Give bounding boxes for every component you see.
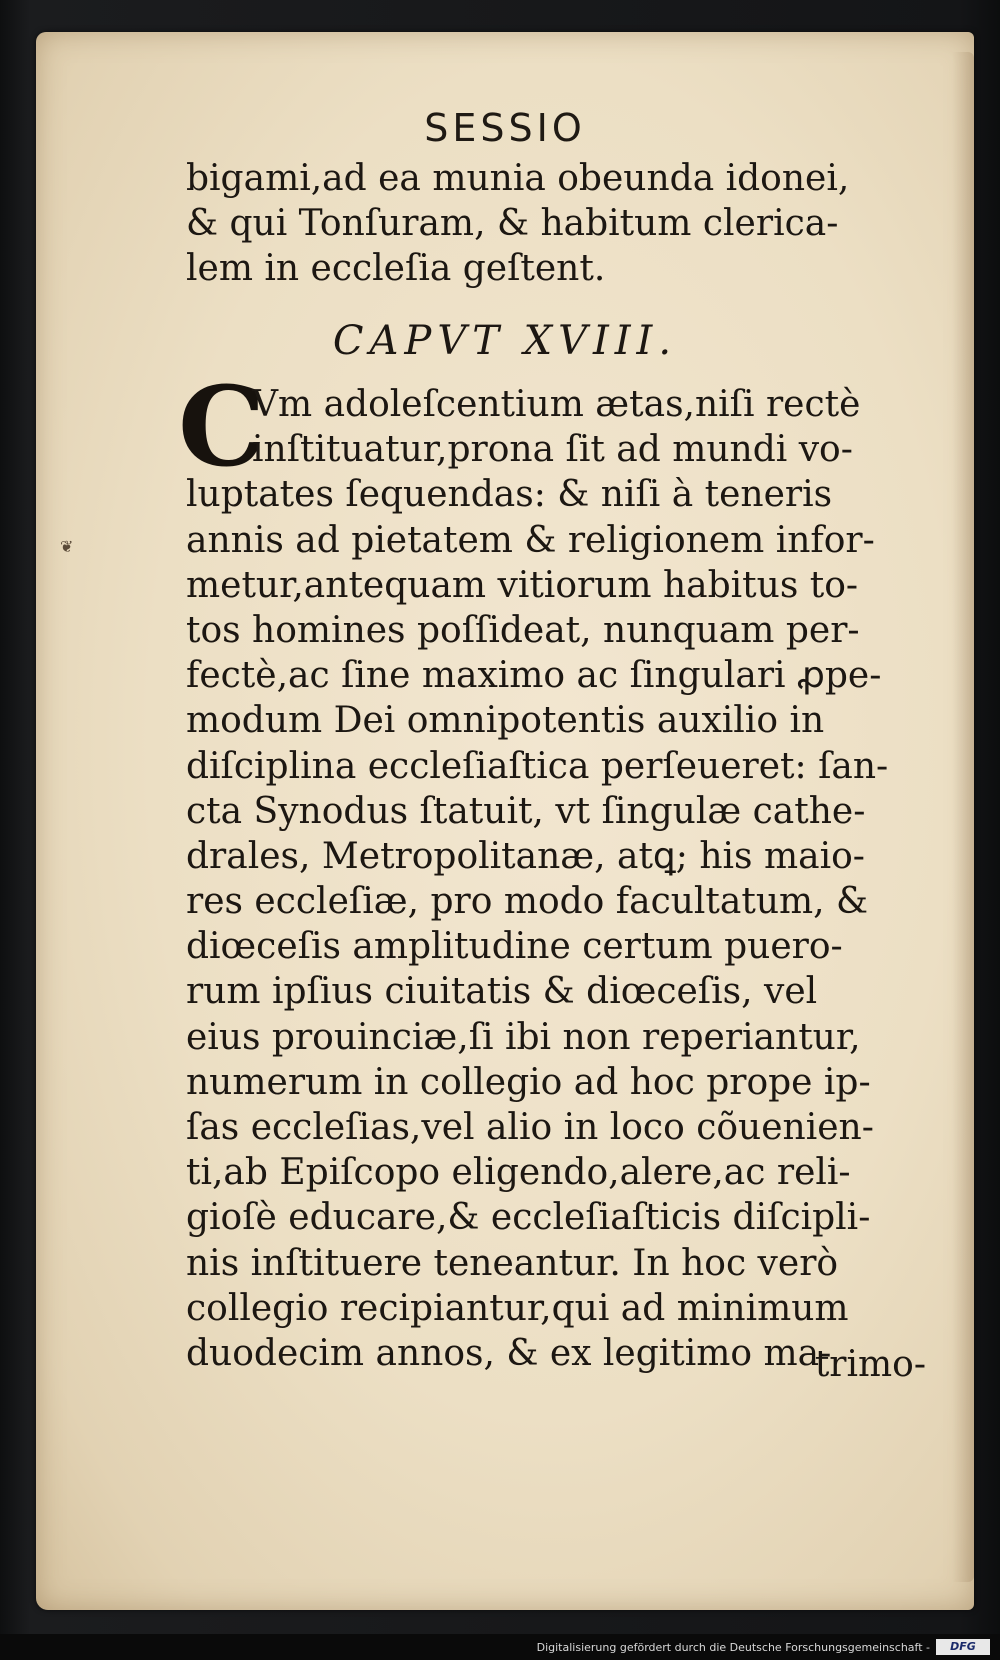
text-line: gioſè educare,& eccleſiaſticis diſcipli- (186, 1197, 871, 1239)
text-line: diœceſis amplitudine certum puero- (186, 926, 843, 968)
text-line: ti,ab Epiſcopo eligendo,alere,ac reli- (186, 1152, 851, 1194)
catchword: trimo- (814, 1344, 926, 1385)
chapter-heading: CAPVT XVIII. (332, 318, 678, 364)
text-line: annis ad pietatem & religionem infor- (186, 519, 875, 561)
drop-cap: C (178, 362, 266, 491)
continuation-text (186, 156, 916, 291)
text-line: & qui Tonſuram, & habitum clerica- (186, 203, 839, 244)
page-edge-shadow (952, 52, 974, 1582)
text-line: eius prouinciæ,ſi ibi non reperiantur, (186, 1016, 861, 1058)
text-line: ſas eccleſias,vel alio in loco cõuenien- (186, 1107, 874, 1148)
running-head: SESSIO (424, 106, 586, 150)
footer-credit: Digitalisierung gefördert durch die Deutsche Forschungsgemeinschaft - (536, 1641, 930, 1654)
chapter-body (186, 382, 916, 1376)
text-line: res eccleſiæ, pro modo facultatum, & (186, 881, 869, 923)
text-line: lem in eccleſia geſtent. (186, 248, 606, 289)
text-line: drales, Metropolitanæ, atꝗ; his maio- (186, 835, 865, 877)
dfg-logo: DFG (936, 1639, 990, 1655)
text-line: metur,antequam vitiorum habitus to- (186, 564, 859, 606)
text-line: diſciplina eccleſiaſtica perſeueret: ſan- (186, 745, 889, 787)
text-line: duodecim annos, & ex legitimo ma- (186, 1332, 832, 1374)
text-line: cta Synodus ſtatuit, vt ſingulæ cathe- (186, 790, 866, 832)
text-line: bigami,ad ea munia obeunda idonei, (186, 158, 850, 199)
digitization-footer (0, 1634, 1000, 1660)
text-line: nis inſtituere teneantur. In hoc verò (186, 1242, 839, 1284)
text-line: inſtituatur,prona ſit ad mundi vo- (252, 429, 853, 471)
text-line: tos homines poſſideat, nunquam per- (186, 609, 860, 651)
text-line: fectè,ac ſine maximo ac ſingulari ꝓpe- (186, 655, 882, 697)
margin-ornament-icon: ❦ (60, 537, 74, 556)
book-page (36, 32, 974, 1610)
text-line: Vm adoleſcentium ætas,niſi rectè (252, 384, 861, 425)
text-line: modum Dei omnipotentis auxilio in (186, 700, 825, 742)
text-line: collegio recipiantur,qui ad minimum (186, 1287, 849, 1329)
text-line: luptates ſequendas: & niſi à teneris (186, 474, 833, 516)
text-line: numerum in collegio ad hoc prope ip- (186, 1061, 871, 1103)
text-line: rum ipſius ciuitatis & diœceſis, vel (186, 971, 818, 1013)
